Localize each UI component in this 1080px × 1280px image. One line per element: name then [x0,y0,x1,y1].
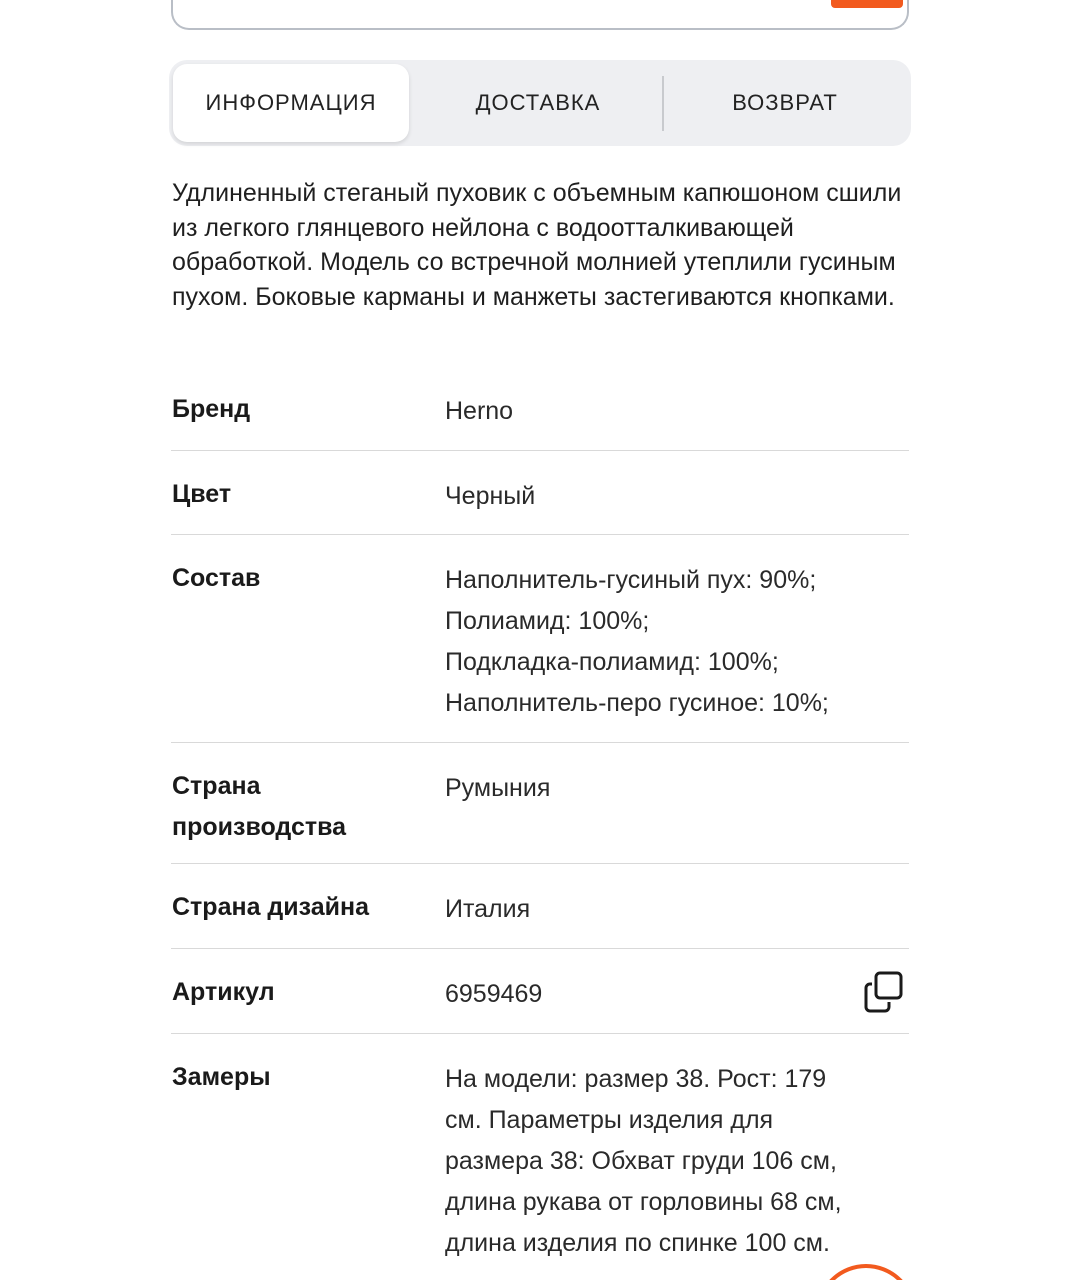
spec-value-country-production: Румыния [445,774,551,802]
spec-value-measurements [445,1059,909,1264]
spec-row-brand [171,366,909,451]
spec-value-article: 6959469 [445,980,543,1008]
spec-row-country-production [171,743,909,864]
spec-value-color: Черный [445,482,536,510]
spec-label-composition: Состав [172,564,261,592]
info-tabs [169,60,911,146]
product-description: Удлиненный стеганый пуховик с объемным капюшоном сшили из легкого глянцевого нейлона с водоотталкивающей обработкой. Модель со встречной молнией утеплили гусиным пухом. Боковые карманы и манжеты застегиваются кнопками. [172,179,902,311]
spec-row-article [171,949,909,1034]
tab-returns[interactable]: ВОЗВРАТ [732,90,838,115]
measurements-line: длина рукава от горловины 68 см, [445,1188,842,1216]
measurements-line: размера 38: Обхват груди 106 см, [445,1147,837,1175]
composition-line: Наполнитель-гусиный пух: 90%; [445,566,817,594]
spec-row-composition [171,535,909,743]
spec-row-measurements [171,1034,909,1280]
copy-icon[interactable] [864,971,904,1013]
tab-divider [662,76,664,131]
composition-line: Подкладка-полиамид: 100%; [445,648,779,676]
spec-value-brand[interactable]: Herno [445,397,514,425]
measurements-line: см. Параметры изделия для [445,1106,774,1134]
spec-label-article: Артикул [172,978,275,1006]
composition-line: Наполнитель-перо гусиное: 10%; [445,689,829,717]
measurements-line: На модели: размер 38. Рост: 179 [445,1065,827,1093]
specs-table [171,366,909,1280]
label-line: Страна [172,772,261,800]
spec-value-country-design: Италия [445,895,531,923]
tab-information[interactable]: ИНФОРМАЦИЯ [173,64,409,142]
spec-label-color: Цвет [172,480,232,508]
spec-row-country-design [171,864,909,949]
size-selector-card[interactable] [171,0,909,30]
spec-value-composition [445,560,909,724]
spec-label-brand: Бренд [172,395,251,423]
spec-label-country-production [172,766,422,848]
composition-line: Полиамид: 100%; [445,607,650,635]
spec-label-country-design: Страна дизайна [172,893,370,921]
add-to-cart-button[interactable] [831,0,903,8]
measurements-line: длина изделия по спинке 100 см. [445,1229,830,1257]
spec-label-measurements: Замеры [172,1063,271,1091]
label-line: производства [172,813,347,841]
spec-row-color [171,451,909,535]
tab-delivery[interactable]: ДОСТАВКА [475,90,601,115]
